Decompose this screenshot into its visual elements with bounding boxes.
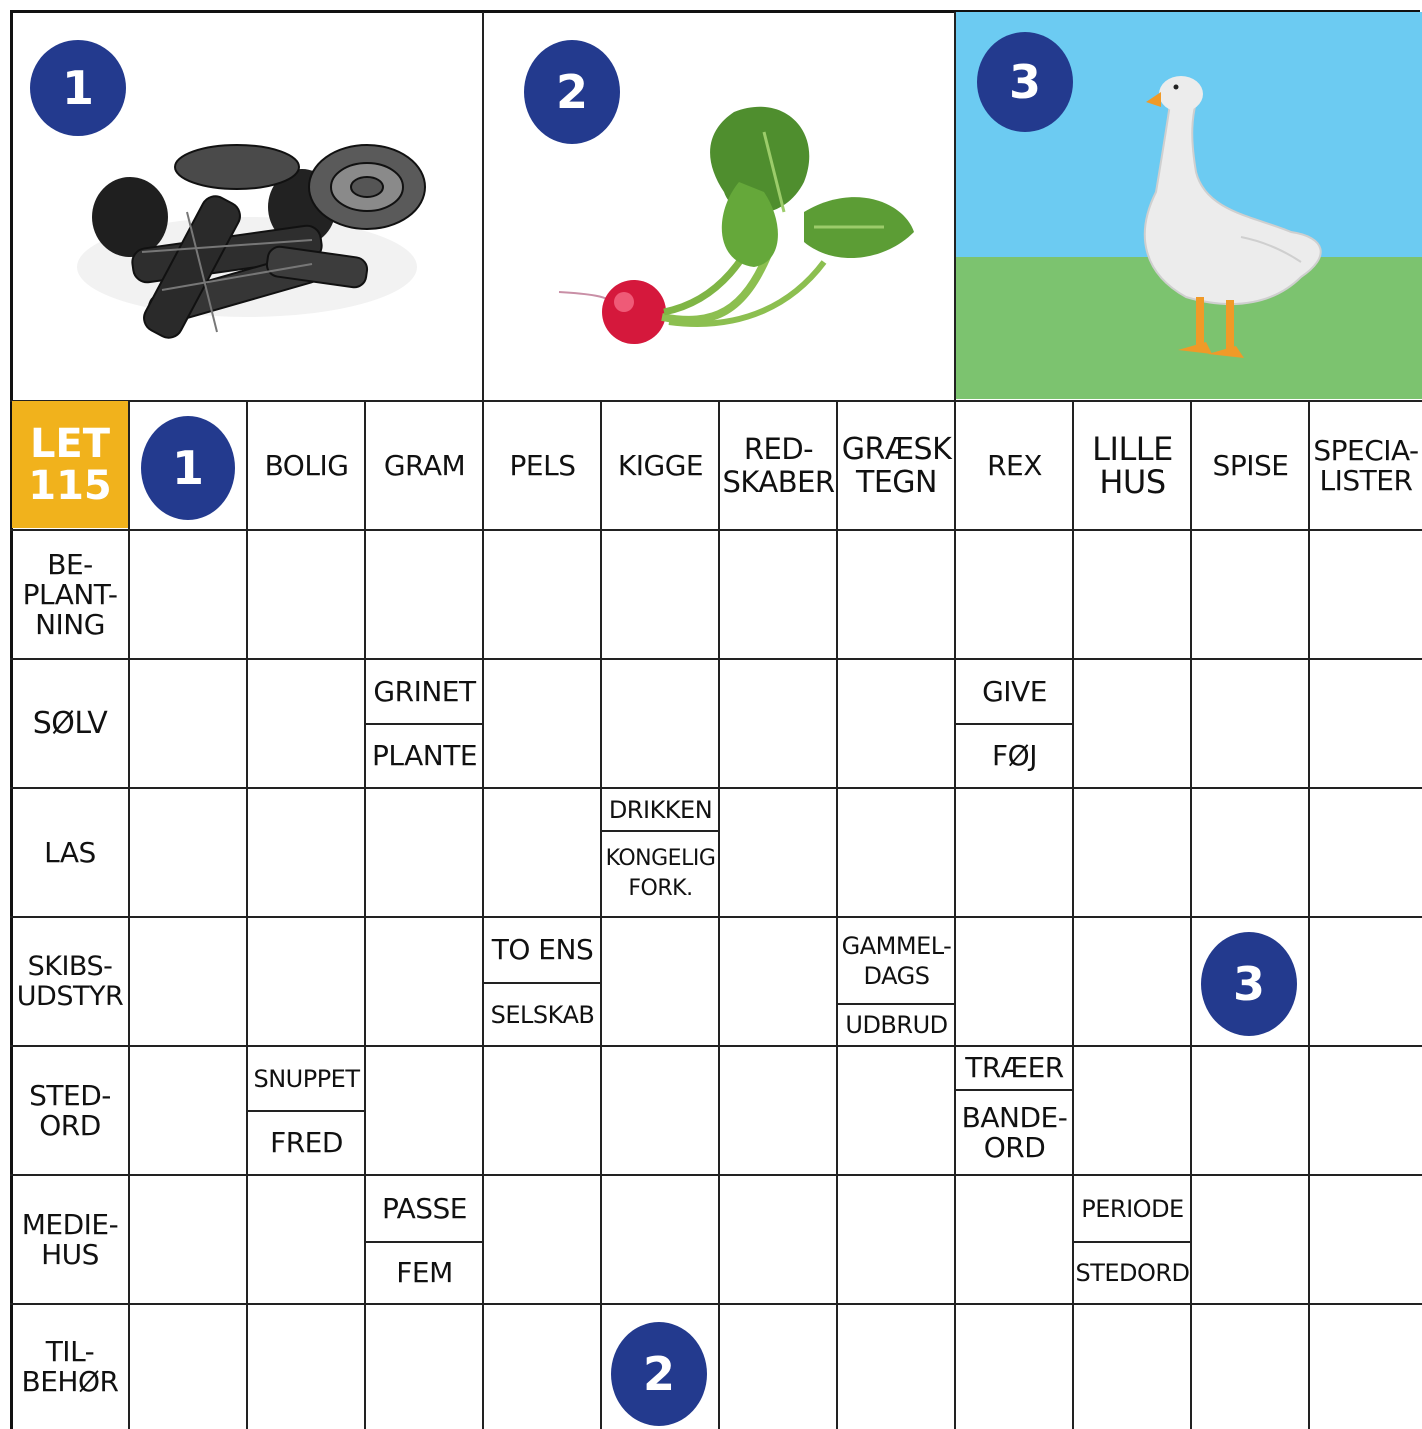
inner-clue: PASSE [382, 1191, 467, 1225]
inner-clue: SNUPPET [253, 1064, 360, 1093]
inner-clue: GIVE [982, 674, 1047, 708]
grid-column-line [954, 400, 956, 1429]
puzzle-number: 115 [28, 462, 112, 509]
column-clue: REX [987, 448, 1042, 482]
column-clue: RED- SKABER [722, 431, 835, 499]
inner-clue: GRINET [373, 674, 476, 708]
inner-clue: FØJ [992, 739, 1037, 772]
picture-badge-2: 2 [524, 40, 620, 144]
grid-column-line [1308, 400, 1310, 1429]
row-clue: BE- PLANT- NING [22, 547, 118, 641]
column-clue: LILLE HUS [1092, 429, 1173, 501]
inner-clue: PERIODE [1081, 1194, 1184, 1223]
column-clue: GRAM [383, 448, 466, 482]
grid-column-line [836, 400, 838, 1429]
inner-clue: STEDORD [1075, 1259, 1190, 1287]
column-clue: PELS [509, 448, 576, 482]
column-clue: SPISE [1212, 448, 1289, 482]
grid-badge-1: 1 [141, 416, 235, 520]
column-clue: BOLIG [264, 448, 349, 482]
inner-clue: KONGELIG FORK. [605, 846, 716, 901]
grid-row-line [10, 916, 1422, 918]
picture-badge-1: 1 [30, 40, 126, 136]
row-clue: MEDIE- HUS [21, 1207, 119, 1271]
difficulty-label [12, 401, 128, 528]
row-clue: LAS [44, 835, 96, 869]
inner-clue: BANDE- ORD [961, 1100, 1068, 1164]
grid-badge-2: 2 [611, 1322, 707, 1426]
grid-row-line [10, 1303, 1422, 1305]
inner-clue: PLANTE [371, 739, 478, 772]
grid-column-line [128, 400, 130, 1429]
inner-clue: TRÆER [965, 1051, 1064, 1084]
inner-clue: SELSKAB [490, 1000, 595, 1029]
difficulty-text: LET [29, 420, 111, 467]
grid-column-line [246, 400, 248, 1429]
inner-clue: FEM [396, 1256, 453, 1289]
inner-clue: TO ENS [491, 932, 594, 966]
row-clue: STED- ORD [29, 1078, 111, 1142]
grid-row-line [10, 1045, 1422, 1047]
inner-clue: GAMMEL- DAGS [841, 931, 952, 990]
column-clue: KIGGE [617, 448, 704, 482]
row-clue: TIL- BEHØR [21, 1335, 119, 1398]
row-clue: SØLV [32, 705, 108, 741]
inner-clue: UDBRUD [845, 1011, 948, 1039]
inner-clue: FRED [270, 1126, 343, 1159]
column-clue: GRÆSK TEGN [841, 431, 952, 500]
picture-badge-3: 3 [977, 32, 1073, 132]
column-clue: SPECIA- LISTER [1313, 433, 1419, 497]
inner-clue: DRIKKEN [608, 796, 713, 824]
grid-row-line [10, 1174, 1422, 1176]
grid-row-line [10, 529, 1422, 531]
grid-badge-3: 3 [1201, 932, 1297, 1036]
row-clue: SKIBS- UDSTYR [16, 950, 124, 1012]
grid-row-line [10, 658, 1422, 660]
